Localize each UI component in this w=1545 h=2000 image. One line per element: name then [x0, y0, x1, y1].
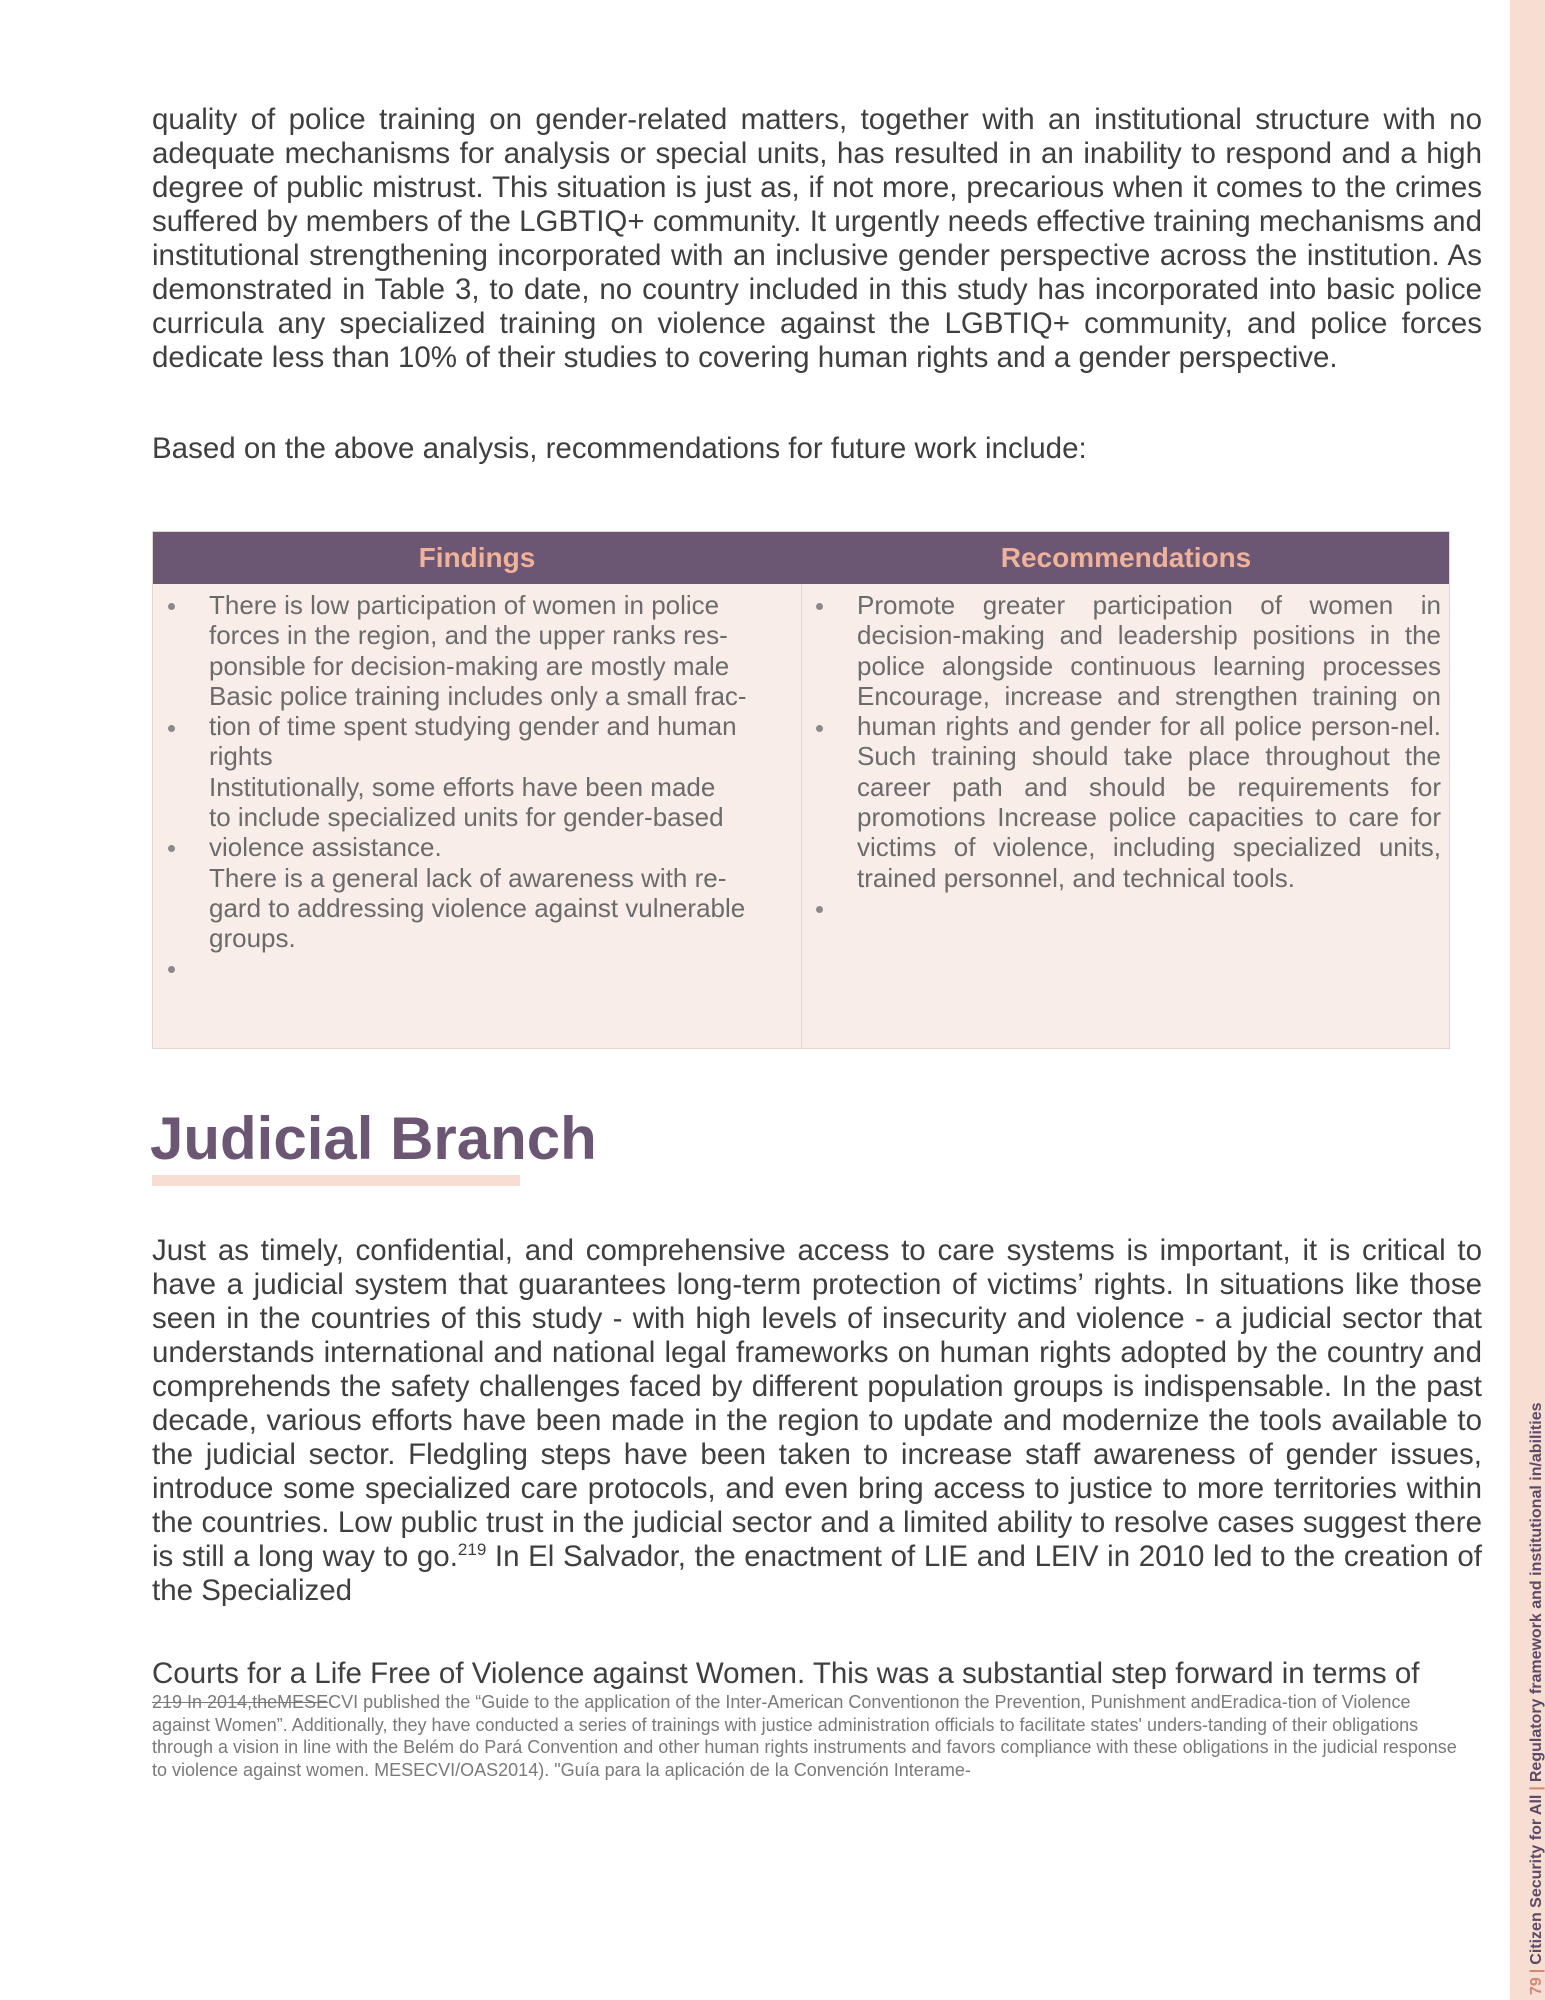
footer-separator: |	[1528, 1786, 1545, 1791]
footer-separator: |	[1528, 1968, 1545, 1974]
lead-in-paragraph: Based on the above analysis, recommendations for future work include:	[152, 432, 1087, 465]
bullet	[816, 906, 823, 913]
findings-line: Institutionally, some efforts have been made	[209, 771, 716, 802]
judicial-paragraph	[152, 1234, 1482, 1608]
judicial-text: Just as timely, confidential, and comprehensive access to care systems is important, it is critical to have a judicial system that guarantees long-term protection of victims’ rights. In situations like those seen in the countries of this study - with high levels of insecurity and violence - a judicial sector that understands international and national legal frameworks on human rights adopted by the country and comprehends the safety challenges faced by different population groups is indispensable. In the past decade, various efforts have been made in the region to update and modernize the tools available to the judicial sector. Fledgling steps have been taken to increase staff awareness of gender issues, introduce some specialized care protocols, and even bring access to justice to more territories within the countries. Low public trust in the judicial sector and a limited ability to resolve cases suggest there is still a long way to go.	[152, 1234, 1482, 1573]
findings-header: Findings	[418, 542, 536, 573]
findings-line: gard to addressing violence against vulnerable	[209, 892, 746, 923]
running-footer	[1528, 1403, 1545, 1996]
bullet	[816, 603, 823, 610]
findings-line: Basic police training includes only a small frac-	[209, 680, 747, 711]
column-divider	[801, 584, 802, 1049]
report-title: Citizen Security for All	[1528, 1794, 1545, 1965]
findings-line: There is low participation of women in police	[209, 590, 720, 620]
heading-underline	[152, 1175, 520, 1186]
bullet	[168, 725, 175, 732]
findings-recommendations-table	[152, 531, 1450, 1049]
findings-cell	[209, 590, 791, 954]
bullet	[168, 966, 175, 973]
recommendations-header: Recommendations	[1000, 542, 1252, 573]
footnote-text: CVI published the “Guide to the application of the Inter-American Conventionon the Prevention, Punishment andEradica-tion of Violence against Women”. Additionally, they have conducted a series of trainings with justice administration officials to facilitate states' unders-tanding of their obligations through a vision in line with the Belém do Pará Convention and other human rights instruments and favors compliance with these obligations in the judicial response to violence against women. MESECVI/OAS2014). "Guía para la aplicación de la Convención Interame-	[152, 1692, 1457, 1780]
footnote-reference: 219	[457, 1540, 487, 1560]
section-title: Regulatory framework and institutional in/abilities	[1528, 1402, 1545, 1783]
footnote-marker: 219 In 2014,theMESE	[152, 1692, 329, 1712]
findings-line: to include specialized units for gender-based	[209, 802, 724, 833]
section-heading: Judicial Branch	[150, 1105, 597, 1172]
footnote	[152, 1691, 1462, 1781]
table-header	[153, 532, 1449, 584]
findings-line: forces in the region, and the upper ranks res-	[209, 620, 728, 651]
findings-line: violence assistance.	[209, 832, 442, 863]
continuation-line: Courts for a Life Free of Violence against Women. This was a substantial step forward in terms of	[152, 1657, 1420, 1690]
page-number: 79	[1528, 1977, 1545, 1995]
judicial-text-continued: In El Salvador, the enactment of LIE and LEIV in 2010 led to the creation of the Specialized	[152, 1540, 1482, 1607]
intro-paragraph: quality of police training on gender-related matters, together with an institutional structure with no adequate mechanisms for analysis or special units, has resulted in an inability to respond and a high degree of public mistrust. This situation is just as, if not more, precarious when it comes to the crimes suffered by members of the LGBTIQ+ community. It urgently needs effective training mechanisms and institutional strengthening incorporated with an inclusive gender perspective across the institution. As demonstrated in Table 3, to date, no country included in this study has incorporated into basic police curricula any specialized training on violence against the LGBTIQ+ community, and police forces dedicate less than 10% of their studies to covering human rights and a gender perspective.	[152, 103, 1482, 374]
bullet	[168, 603, 175, 610]
findings-line: tion of time spent studying gender and human	[209, 711, 737, 742]
findings-line: ponsible for decision-making are mostly male	[209, 650, 730, 681]
findings-line: There is a general lack of awareness with re-	[209, 862, 727, 893]
findings-line: groups.	[209, 923, 296, 954]
bullet	[816, 725, 823, 732]
findings-line: rights	[209, 741, 273, 772]
recommendations-cell: Promote greater participation of women in decision-making and leadership positions in the police alongside continuous learning processes Encourage, increase and strengthen training on human rights and gender for all police person-nel. Such training should take place throughout the career path and should be requirements for promotions Increase police capacities to care for victims of violence, including specialized units, trained personnel, and technical tools.	[857, 590, 1441, 893]
bullet	[168, 845, 175, 852]
